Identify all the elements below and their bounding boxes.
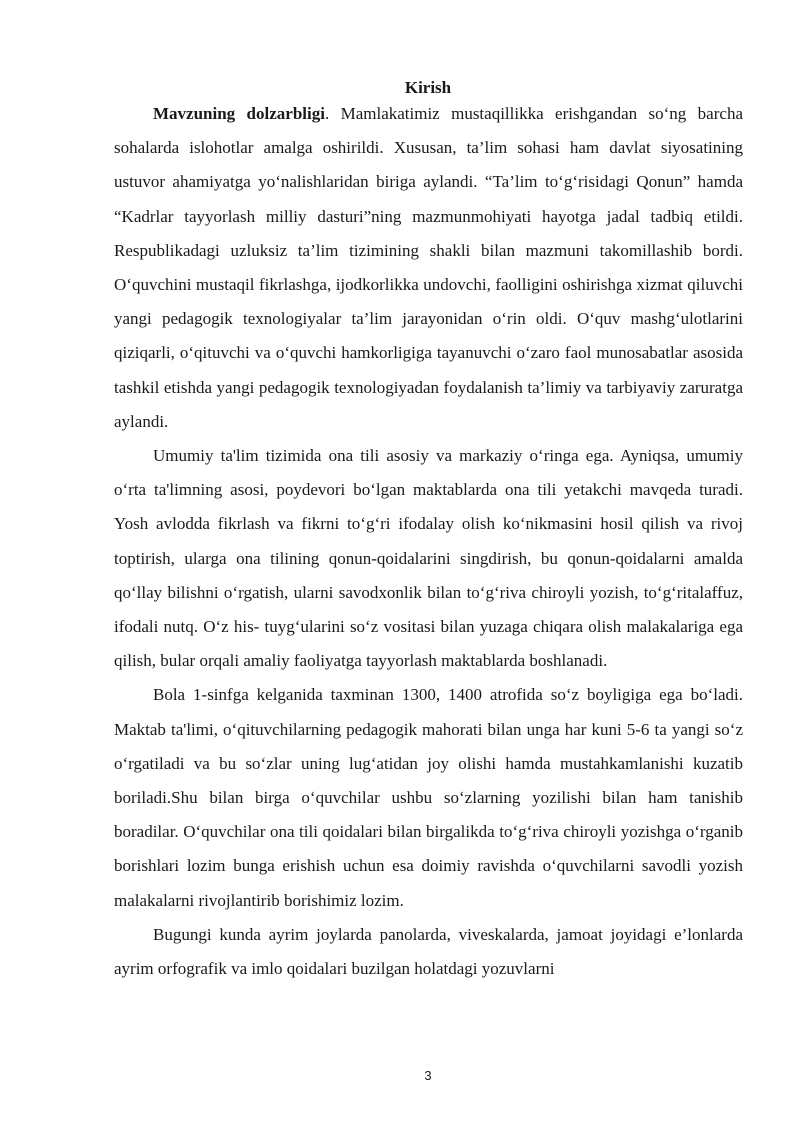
paragraph-today: Bugungi kunda ayrim joylarda panolarda, viveskalarda, jamoat joyidagi e’lonlarda ayrim orfografik va imlo qoidalari buzilgan holatdagi yozuvlarni (114, 924, 743, 979)
paragraph-lead: Mavzuning dolzarbligi (153, 104, 325, 123)
document-body (114, 97, 743, 986)
page-title: Kirish (404, 78, 452, 97)
paragraph-general-education: Umumiy ta'lim tizimida ona tili asosiy va markaziy o‘ringa ega. Ayniqsa, umumiy o‘rta ta'limning asosi, poydevori bo‘lgan maktablarda ona tili yetakchi mavqeda turadi. Yosh avlodda fikrlash va fikrni to‘g‘ri ifodalay olish ko‘nikmasini hosil qilish va rivoj toptirish, ularga ona tilining qonun-qoidalarini singdirish, bu qonun-qoidalarni amalda qo‘llay bilishni o‘rgatish, ularni savodxonlik bilan to‘g‘riva chiroyli yozish, to‘g‘ritalaffuz, ifodali nutq. O‘z his- tuyg‘ularini so‘z vositasi bilan yuzaga chiqara olish malakalariga ega qilish, bular orqali amaliy faoliyatga tayyorlash maktablarda boshlanadi. (114, 446, 743, 671)
paragraph-relevance (114, 97, 743, 439)
page-number: 3 (424, 1068, 432, 1083)
paragraph-first-grade: Bola 1-sinfga kelganida taxminan 1300, 1400 atrofida so‘z boyligiga ega bo‘ladi. Maktab ta'limi, o‘qituvchilarning pedagogik mahorati bilan unga har kuni 5-6 ta yangi so‘z o‘rgatiladi va bu so‘zlar uning lug‘atidan joy olishi hamda mustahkamlanishi kuzatib boriladi.Shu bilan birga o‘quvchilar ushbu so‘zlarning yozilishi bilan ham tanishib boradilar. O‘quvchilar ona tili qoidalari bilan birgalikda to‘g‘riva chiroyli yozishga o‘rganib borishlari lozim bunga erishish uchun esa doimiy ravishda o‘quvchilarni savodli yozish malakalarni rivojlantirib borishimiz lozim. (114, 685, 743, 910)
paragraph-text: . Mamlakatimiz mustaqillikka erishgandan so‘ng barcha sohalarda islohotlar amalga oshirildi. Xususan, ta’lim sohasi ham davlat siyosatining ustuvor ahamiyatga yo‘nalishlaridan biriga aylandi. “Ta’lim to‘g‘risidagi Qonun” hamda “Kadrlar tayyorlash milliy dasturi”ning mazmunmohiyati hayotga jadal tadbiq etildi. Respublikadagi uzluksiz ta’lim tizimining shakli bilan mazmuni takomillashib bordi. O‘quvchini mustaqil fikrlashga, ijodkorlikka undovchi, faolligini oshirishga xizmat qiluvchi yangi pedagogik texnologiyalar ta’lim jarayonidan o‘rin oldi. O‘quv mashg‘ulotlarini qiziqarli, o‘qituvchi va o‘quvchi hamkorligiga tayanuvchi o‘zaro faol munosabatlar asosida tashkil etishda yangi pedagogik texnologiyadan foydalanish ta’limiy va tarbiyaviy zaruratga aylandi. (114, 104, 743, 431)
